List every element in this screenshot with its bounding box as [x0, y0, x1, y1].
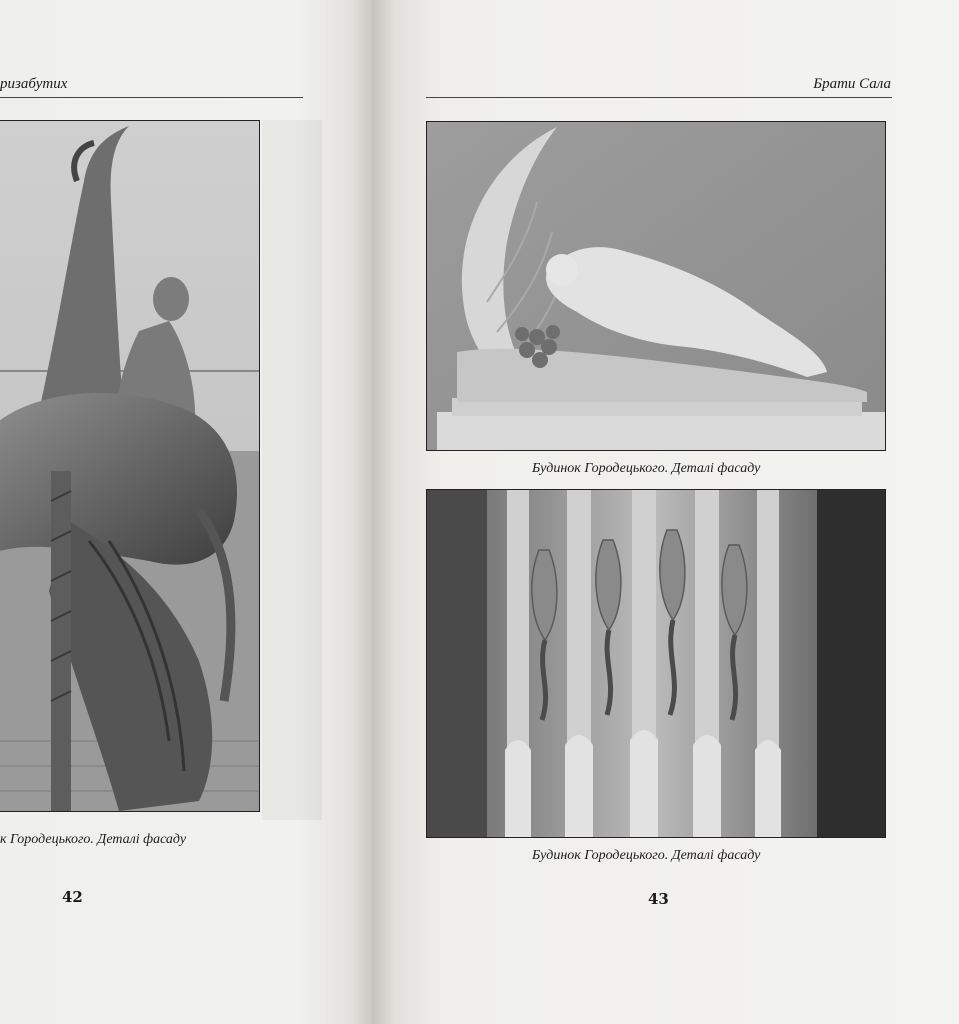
right-top-sculpture-photo [426, 121, 886, 451]
right-running-head: Брати Сала [813, 76, 891, 92]
left-facade-photo [0, 120, 260, 812]
right-head-rule [426, 97, 892, 98]
right-page [372, 0, 959, 1024]
right-top-caption: Будинок Городецького. Деталі фасаду [532, 461, 761, 476]
show-through-block [262, 120, 322, 820]
left-running-head: ризабутих [0, 76, 68, 92]
right-bottom-caption: Будинок Городецького. Деталі фасаду [532, 848, 761, 863]
right-page-number: 43 [648, 890, 669, 908]
left-page [0, 0, 372, 1024]
left-page-number: 42 [62, 888, 83, 906]
left-photo-caption: к Городецького. Деталі фасаду [0, 832, 187, 847]
left-head-rule [0, 97, 303, 98]
right-bottom-column-photo [426, 489, 886, 838]
